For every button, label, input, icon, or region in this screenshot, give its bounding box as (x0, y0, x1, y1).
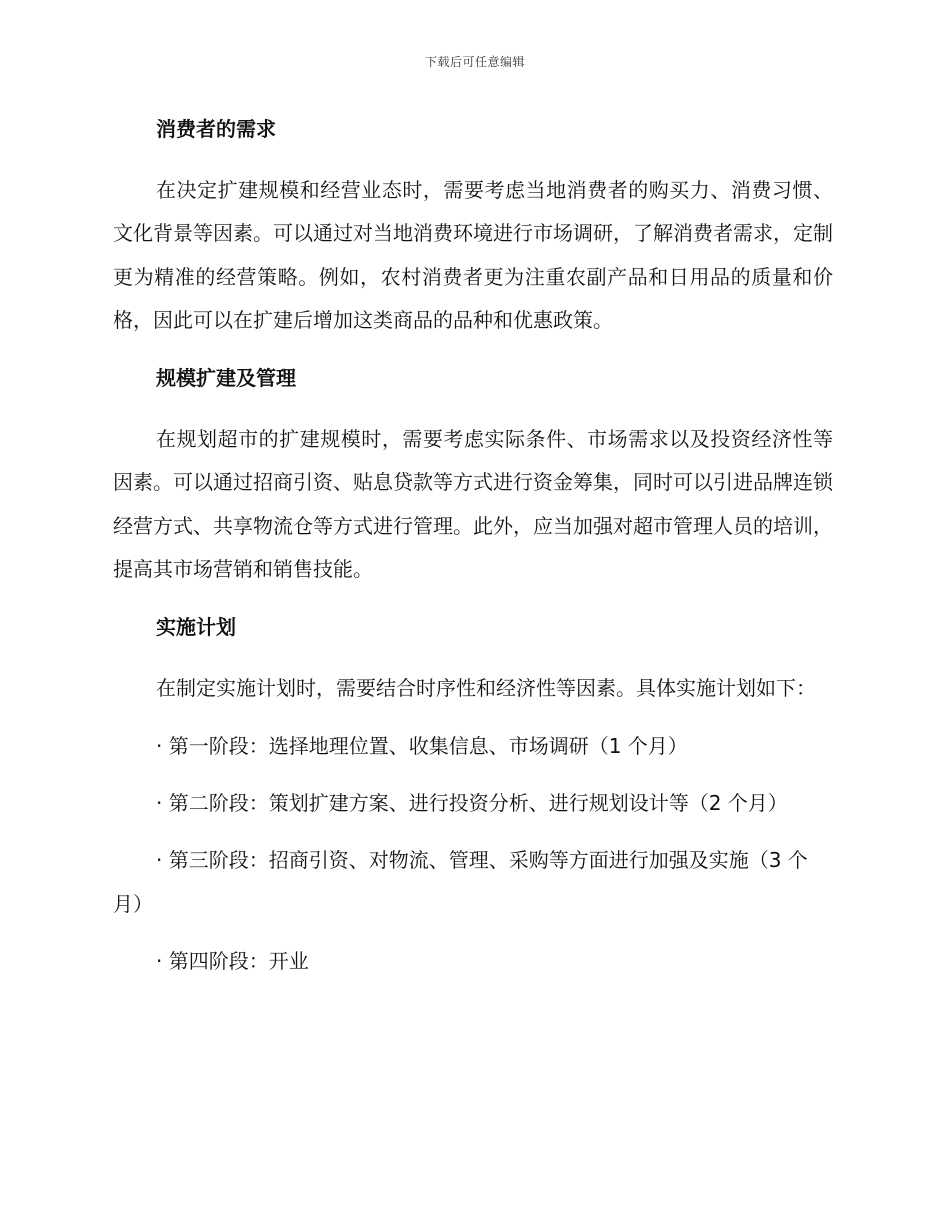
section-paragraph-implementation-plan: 在制定实施计划时，需要结合时序性和经济性等因素。具体实施计划如下： (156, 676, 816, 701)
document-body (113, 113, 833, 983)
section-title-scale-expansion: 规模扩建及管理 (156, 366, 296, 391)
section-title-implementation-plan: 实施计划 (156, 615, 236, 640)
section-paragraph-scale-expansion: 在规划超市的扩建规模时，需要考虑实际条件、市场需求以及投资经济性等因素。可以通过招商引资、贴息贷款等方式进行资金筹集，同时可以引进品牌连锁经营方式、共享物流仓等方式进行管理。此外，应当加强对超市管理人员的培训，提高其市场营销和销售技能。 (113, 427, 833, 582)
section-paragraph-consumer-demand: 在决定扩建规模和经营业态时，需要考虑当地消费者的购买力、消费习惯、文化背景等因素。可以通过对当地消费环境进行市场调研，了解消费者需求，定制更为精准的经营策略。例如，农村消费者更为注重农副产品和日用品的质量和价格，因此可以在扩建后增加这类商品的品种和优惠政策。 (113, 178, 833, 332)
plan-item-stage-1: · 第一阶段：选择地理位置、收集信息、市场调研（1 个月） (156, 733, 688, 758)
plan-item-stage-4: · 第四阶段：开业 (156, 948, 309, 973)
plan-item-stage-3: · 第三阶段：招商引资、对物流、管理、采购等方面进行加强及实施（3 个月） (113, 848, 808, 916)
section-title-consumer-demand: 消费者的需求 (156, 117, 276, 141)
plan-item-stage-2: · 第二阶段：策划扩建方案、进行投资分析、进行规划设计等（2 个月） (156, 790, 788, 815)
page-header-note: 下载后可任意编辑 (424, 55, 525, 69)
